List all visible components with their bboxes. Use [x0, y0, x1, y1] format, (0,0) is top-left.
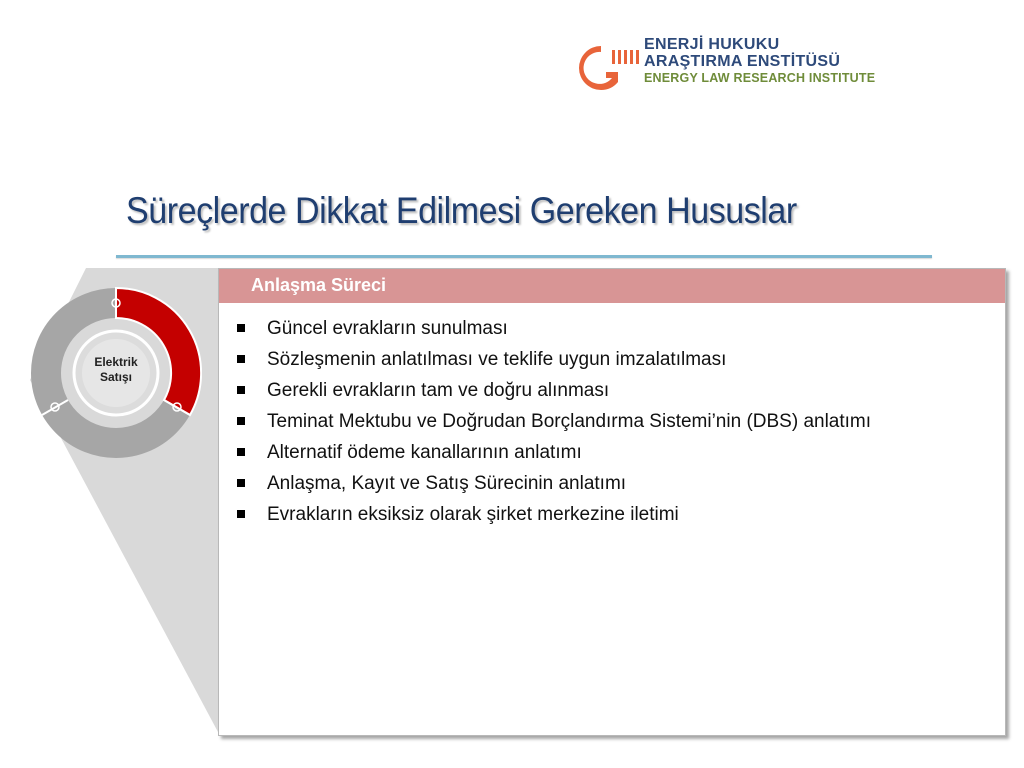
content-panel [218, 268, 1006, 736]
bullet-square-icon [237, 479, 245, 487]
bullet-item [237, 503, 977, 526]
bullet-item [237, 317, 977, 340]
bullet-text: Anlaşma, Kayıt ve Satış Sürecinin anlatımı [267, 473, 627, 494]
bullet-text: Güncel evrakların sunulması [267, 318, 508, 339]
logo-line-tr-2: ARAŞTIRMA ENSTİTÜSÜ [644, 53, 841, 70]
bullet-item [237, 348, 977, 371]
bullet-text: Sözleşmenin anlatılması ve teklife uygun imzalatılması [267, 349, 727, 370]
title-divider [116, 255, 932, 258]
panel-header [219, 269, 1005, 303]
bullet-item [237, 379, 977, 402]
bullet-item [237, 472, 977, 495]
logo-line-tr-1: ENERJİ HUKUKU [644, 36, 780, 53]
cycle-center-label [30, 355, 202, 385]
bullet-text: Alternatif ödeme kanallarının anlatımı [267, 442, 582, 463]
bullet-square-icon [237, 510, 245, 518]
bullet-item [237, 410, 977, 433]
bullet-square-icon [237, 448, 245, 456]
panel-header-title: Anlaşma Süreci [251, 275, 387, 295]
logo-mark-icon [568, 38, 640, 98]
bullet-text: Evrakların eksiksiz olarak şirket merkezine iletimi [267, 504, 679, 525]
bullet-square-icon [237, 417, 245, 425]
bullet-square-icon [237, 324, 245, 332]
bullet-square-icon [237, 386, 245, 394]
bullet-item [237, 441, 977, 464]
bullet-text: Teminat Mektubu ve Doğrudan Borçlandırma Sistemi’nin (DBS) anlatımı [267, 411, 872, 432]
logo-text [644, 36, 875, 87]
slide-title: Süreçlerde Dikkat Edilmesi Gereken Hususlar [126, 190, 797, 231]
institute-logo [568, 36, 938, 106]
bullet-text: Gerekli evrakların tam ve doğru alınması [267, 380, 610, 401]
logo-line-en: ENERGY LAW RESEARCH INSTITUTE [644, 71, 876, 85]
bullet-list [237, 317, 977, 534]
cycle-label-line1: Elektrik [94, 355, 138, 369]
bullet-square-icon [237, 355, 245, 363]
cycle-label-line2: Satışı [99, 370, 132, 384]
